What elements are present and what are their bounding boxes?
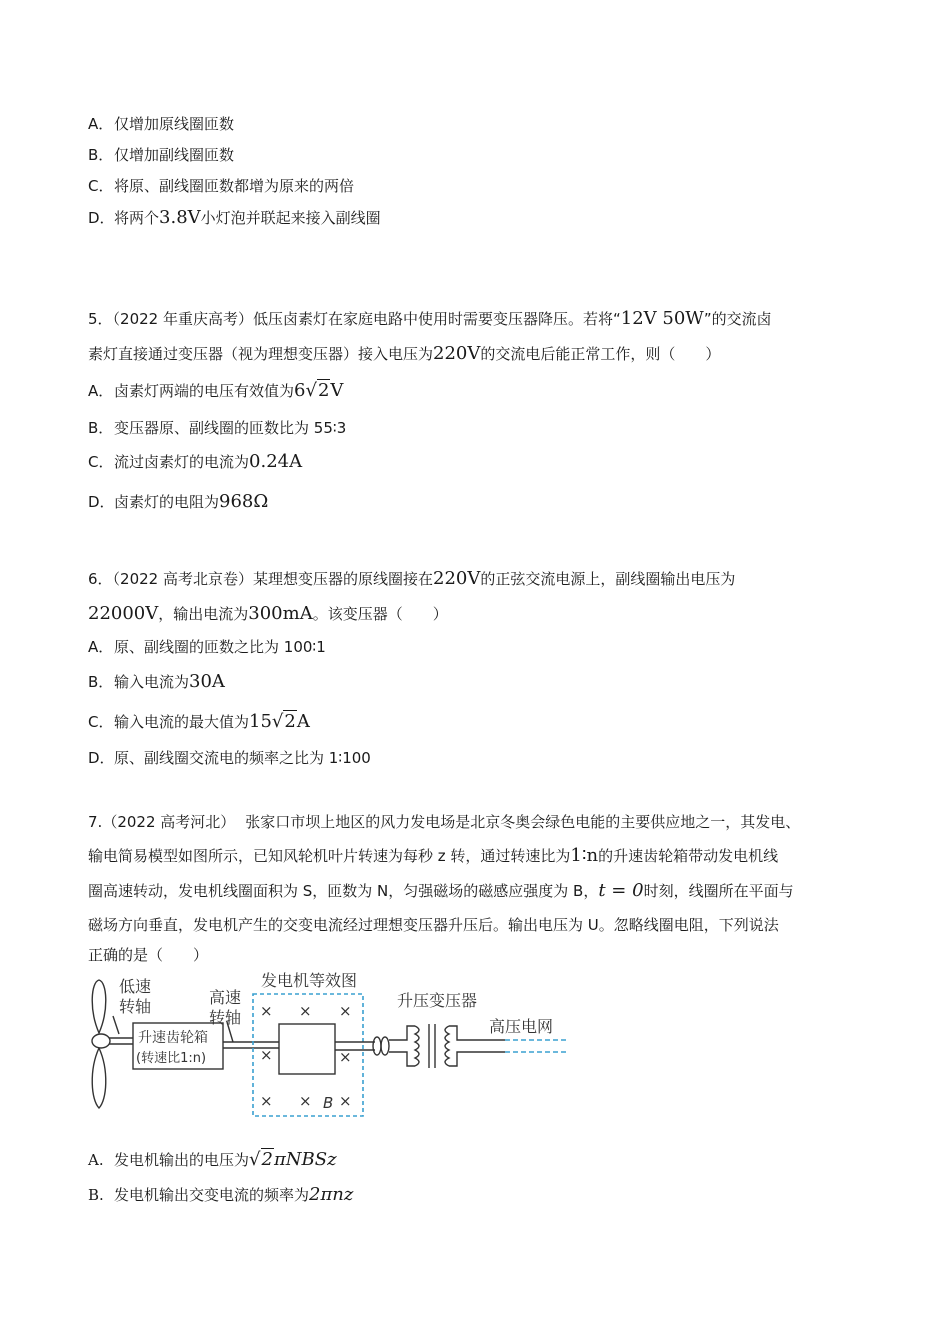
time-math: t = 0 [598,880,644,901]
stem-text: 张家口市坝上地区的风力发电场是北京冬奥会绿色电能的主要供应地之一，其发电、 [245,813,801,831]
stem-text: ”的交流卤 [703,310,772,328]
math-radicand: 2 [317,380,330,401]
math-unit: V [330,380,344,401]
voltage-math: 220V [433,343,481,364]
primary-wire [389,1052,415,1066]
option-math: √2πNBSz [249,1149,337,1170]
stem-text: 时刻，线圈所在平面与 [643,882,794,900]
slip-ring [373,1037,381,1055]
q7-stem-line-4 [88,915,779,935]
stem-text: 输电简易模型如图所示，已知风轮机叶片转速为每秒 z 转，通过转速比为 [88,847,571,865]
turbine-blades-icon [92,980,110,1108]
field-mark: × [260,1092,273,1110]
voltage-math: 220V [433,568,481,589]
q7-stem-line-2 [88,846,778,866]
option-label: D． [88,493,115,511]
option-label: B． [88,673,114,691]
question-number: 6． [88,570,113,588]
stem-text: 。该变压器（ ） [312,605,448,623]
math-expression: πNBSz [273,1149,337,1170]
field-mark: × [339,1048,352,1066]
option-math: 6√2V [294,380,344,401]
option-label: C． [88,177,114,195]
grid-label: 高压电网 [489,1017,554,1036]
field-mark: × [260,1002,273,1020]
option-math: 968Ω [219,491,269,512]
current-math: 300mA [248,603,313,624]
q5-option-a [88,381,343,401]
q7-option-b [88,1185,353,1205]
primary-wire [389,1026,415,1040]
option-text: 卤素灯两端的电压有效值为 [114,382,295,400]
q7-stem-line-5 [88,945,208,965]
question-number: 5． [88,310,113,328]
q5-stem-line-2 [88,344,720,364]
generator-coil [279,1024,335,1074]
option-math: 2πnz [309,1184,354,1205]
high-speed-label-2: 转轴 [209,1008,242,1027]
question-source: （2022 年重庆高考） [112,310,253,328]
option-label: A． [88,115,114,133]
math-radicand: 2 [261,1149,273,1170]
wind-power-diagram [85,970,585,1130]
question-source: （2022 高考北京卷） [112,570,253,588]
math-radicand: 2 [284,711,296,732]
option-label: D． [88,749,115,767]
q6-option-c [88,712,310,732]
option-text: 变压器原、副线圈的匝数比为 55∶3 [114,419,347,437]
option-label: B． [88,146,114,164]
stem-text: 的交流电后能正常工作，则（ ） [480,345,721,363]
low-speed-label-2: 转轴 [119,997,152,1016]
high-speed-label-1: 高速 [209,988,242,1007]
generator-title: 发电机等效图 [261,971,358,990]
option-text: 小灯泡并联起来接入副线圈 [200,209,381,227]
math-coefficient: 15 [249,711,272,732]
option-label: B． [88,419,114,437]
option-text: 发电机输出交变电流的频率为 [114,1186,310,1204]
option-text: 卤素灯的电阻为 [114,493,220,511]
stem-text: 的正弦交流电源上，副线圈输出电压为 [480,570,736,588]
stem-text: 某理想变压器的原线圈接在 [253,570,434,588]
q4-option-d [88,208,381,228]
stem-text: 素灯直接通过变压器（视为理想变压器）接入电压为 [88,345,434,363]
option-text: 仅增加原线圈匝数 [114,115,235,133]
q6-option-d [88,748,371,768]
question-number: 7. [88,813,103,831]
slip-ring [381,1037,389,1055]
option-math: 30A [189,671,225,692]
rating-math: 12V 50W [620,308,704,329]
math-unit: A [296,711,310,732]
q5-stem-line-1 [88,309,864,329]
stem-text: 磁场方向垂直，发电机产生的交变电流经过理想变压器升压后。输出电压为 U。忽略线圈电阻，下列说法 [88,916,779,934]
gearbox-label-2: (转速比1:n) [136,1051,207,1066]
q7-option-a [88,1150,337,1170]
q5-option-c [88,452,302,472]
q5-option-b [88,418,346,438]
option-text: 仅增加副线圈匝数 [114,146,235,164]
q7-stem-line-1 [88,812,864,832]
option-label: D． [88,209,115,227]
field-mark: × [299,1092,312,1110]
q6-option-b [88,672,225,692]
q6-stem-line-1 [88,569,864,589]
question-source: （2022 高考河北） [102,813,236,831]
q4-option-b [88,145,234,165]
option-math: 3.8V [159,207,201,228]
option-text: 输入电流为 [114,673,190,691]
q4-option-c [88,176,354,196]
voltage-math: 22000V [88,603,159,624]
stem-text: 圈高速转动，发电机线圈面积为 S，匝数为 N，匀强磁场的磁感应强度为 B， [88,882,599,900]
pointer-line [113,1016,119,1034]
option-text: 输入电流的最大值为 [114,713,250,731]
q5-option-d [88,492,268,512]
q7-stem-line-3 [88,881,794,901]
stem-text: ，输出电流为 [158,605,249,623]
option-label: A． [88,382,114,400]
field-mark: × [339,1002,352,1020]
ratio-math: 1∶n [570,845,599,866]
option-text: 流过卤素灯的电流为 [114,453,250,471]
option-text: 将原、副线圈匝数都增为原来的两倍 [114,177,355,195]
field-label: B [323,1094,334,1112]
field-mark: × [299,1002,312,1020]
low-speed-label-1: 低速 [119,977,152,996]
option-math: 0.24A [249,451,303,472]
transformer-label: 升压变压器 [397,991,478,1010]
field-mark: × [260,1046,273,1064]
math-coefficient: 6 [294,380,306,401]
stem-text: 低压卤素灯在家庭电路中使用时需要变压器降压。若将“ [253,310,621,328]
gearbox-label-1: 升速齿轮箱 [138,1030,208,1046]
q4-option-a [88,114,234,134]
option-label: A． [88,638,114,656]
q6-stem-line-2 [88,604,448,624]
option-math: 15√2A [249,711,310,732]
option-label: A. [88,1151,104,1169]
option-label: C． [88,713,114,731]
option-label: C． [88,453,114,471]
field-mark: × [339,1092,352,1110]
option-label: B. [88,1186,104,1204]
option-text: 发电机输出的电压为 [114,1151,250,1169]
option-text: 原、副线圈交流电的频率之比为 1∶100 [114,749,371,767]
option-text: 原、副线圈的匝数之比为 100∶1 [114,638,326,656]
q6-option-a [88,637,326,657]
stem-text: 的升速齿轮箱带动发电机线 [598,847,779,865]
stem-text: 正确的是（ ） [88,946,209,964]
option-text: 将两个 [114,209,160,227]
